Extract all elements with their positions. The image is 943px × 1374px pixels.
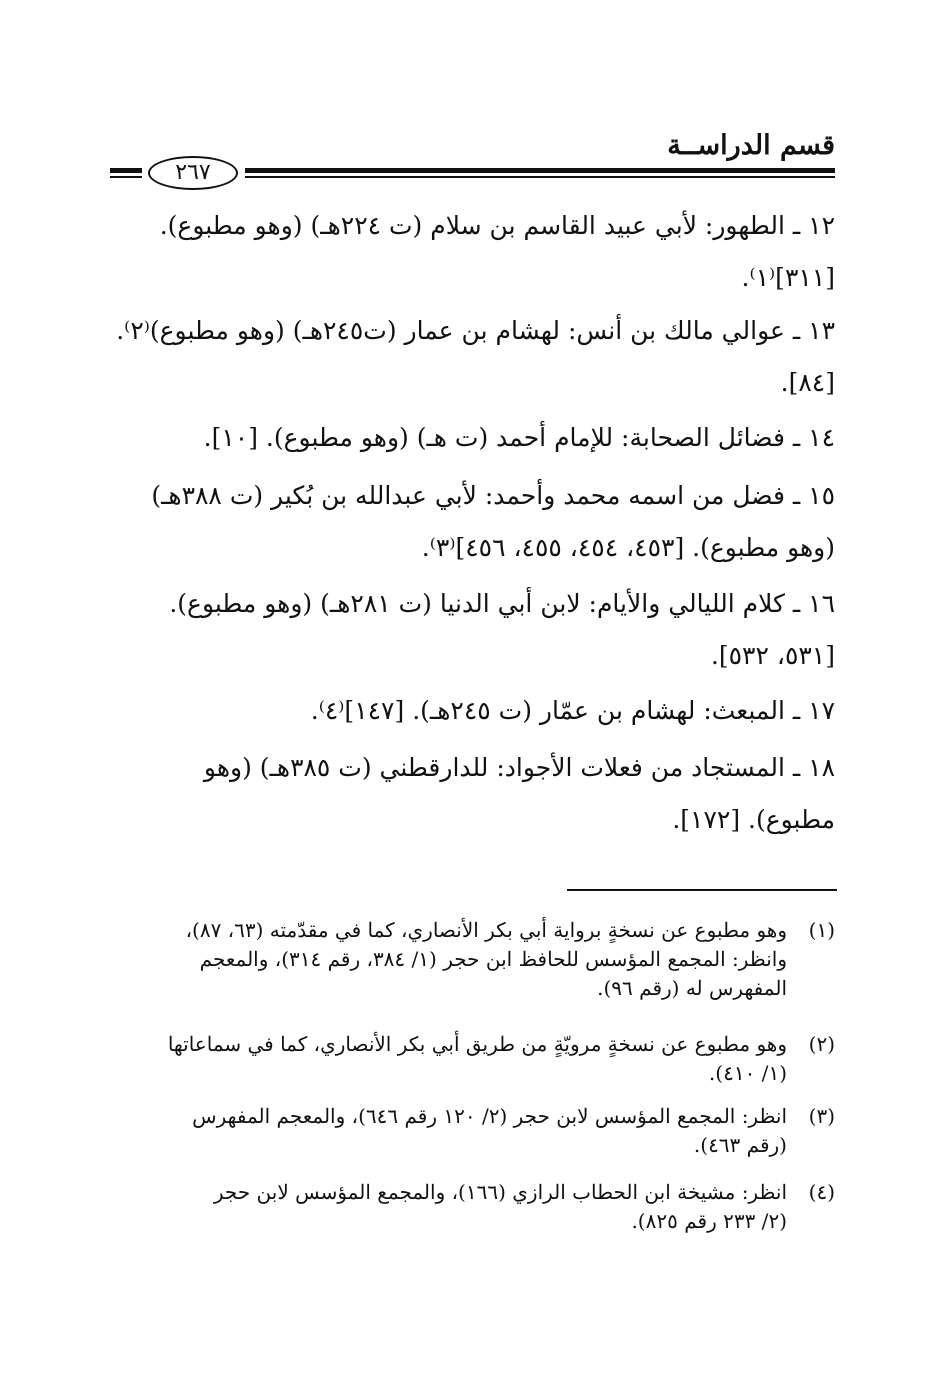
- footnote-text: [108, 1178, 787, 1236]
- entry-16: [108, 578, 835, 682]
- footnote-separator: [567, 889, 837, 891]
- header-rule-left: [110, 168, 142, 173]
- entry-14: [108, 412, 835, 464]
- entry-line: مطبوع). [١٧٢].: [672, 805, 835, 834]
- header-rule: [245, 168, 835, 173]
- footnote-number: (٢): [808, 1032, 835, 1056]
- entry-line: ١٢ ـ الطهور: لأبي عبيد القاسم بن سلام (ت ٢٢٤هـ) (وهو مطبوع).: [159, 211, 835, 240]
- footnote-line: (رقم ٤٦٣).: [693, 1133, 787, 1157]
- entry-line: ١٣ ـ عوالي مالك بن أنس: لهشام بن عمار (ت٢٤٥هـ) (وهو مطبوع)⁽٢⁾.: [116, 316, 835, 345]
- page-header-title: قسم الدراســة: [667, 130, 835, 161]
- entry-18: [108, 742, 835, 846]
- footnote-line: المفهرس له (رقم ٩٦).: [597, 976, 787, 1000]
- entry-line: [٨٤].: [780, 368, 835, 397]
- entry-line: ١٥ ـ فضل من اسمه محمد وأحمد: لأبي عبدالله بن بُكير (ت ٣٨٨هـ): [151, 481, 835, 510]
- entry-line: ١٦ ـ كلام الليالي والأيام: لابن أبي الدنيا (ت ٢٨١هـ) (وهو مطبوع).: [169, 589, 835, 618]
- entry-12: [108, 200, 835, 304]
- footnote-number: (٤): [808, 1180, 835, 1204]
- footnote-text: [108, 1030, 787, 1088]
- footnote-line: وانظر: المجمع المؤسس للحافظ ابن حجر (١/ ٣٨٤، رقم ٣١٤)، والمعجم: [199, 947, 787, 971]
- header-rule-left-thin: [110, 176, 142, 178]
- footnote-number: (٣): [808, 1104, 835, 1128]
- footnote-line: انظر: مشيخة ابن الحطاب الرازي (١٦٦)، والمجمع المؤسس لابن حجر: [213, 1180, 787, 1204]
- footnote-line: وهو مطبوع عن نسخةٍ برواية أبي بكر الأنصاري، كما في مقدّمته (٦٣، ٨٧)،: [185, 918, 787, 942]
- footnote-text: [108, 916, 787, 1003]
- footnote-4: [108, 1178, 835, 1236]
- header-rule-thin: [245, 176, 835, 178]
- entry-15: [108, 470, 835, 574]
- entry-13: [108, 305, 835, 409]
- footnote-line: وهو مطبوع عن نسخةٍ مرويّةٍ من طريق أبي بكر الأنصاري، كما في سماعاتها: [167, 1032, 787, 1056]
- entry-line: [٣١١]⁽١⁾.: [741, 263, 835, 292]
- footnote-line: (١/ ٤١٠).: [708, 1061, 787, 1085]
- footnote-2: [108, 1030, 835, 1088]
- footnote-line: انظر: المجمع المؤسس لابن حجر (٢/ ١٢٠ رقم ٦٤٦)، والمعجم المفهرس: [192, 1104, 787, 1128]
- footnote-number: (١): [808, 918, 835, 942]
- footnote-1: [108, 916, 835, 1003]
- footnote-3: [108, 1102, 835, 1160]
- entry-17: [108, 685, 835, 737]
- page-number-badge: ٢٦٧: [148, 156, 238, 190]
- entry-line: ١٨ ـ المستجاد من فعلات الأجواد: للدارقطني (ت ٣٨٥هـ) (وهو: [203, 753, 835, 782]
- entry-line: [٥٣١، ٥٣٢].: [710, 641, 835, 670]
- entry-line: ١٤ ـ فضائل الصحابة: للإمام أحمد (ت هـ) (وهو مطبوع). [١٠].: [203, 423, 835, 452]
- entry-line: (وهو مطبوع). [٤٥٣، ٤٥٤، ٤٥٥، ٤٥٦]⁽٣⁾.: [421, 533, 835, 562]
- footnote-text: [108, 1102, 787, 1160]
- entry-line: ١٧ ـ المبعث: لهشام بن عمّار (ت ٢٤٥هـ). [١٤٧]⁽٤⁾.: [310, 696, 835, 725]
- footnote-line: (٢/ ٢٣٣ رقم ٨٢٥).: [631, 1209, 787, 1233]
